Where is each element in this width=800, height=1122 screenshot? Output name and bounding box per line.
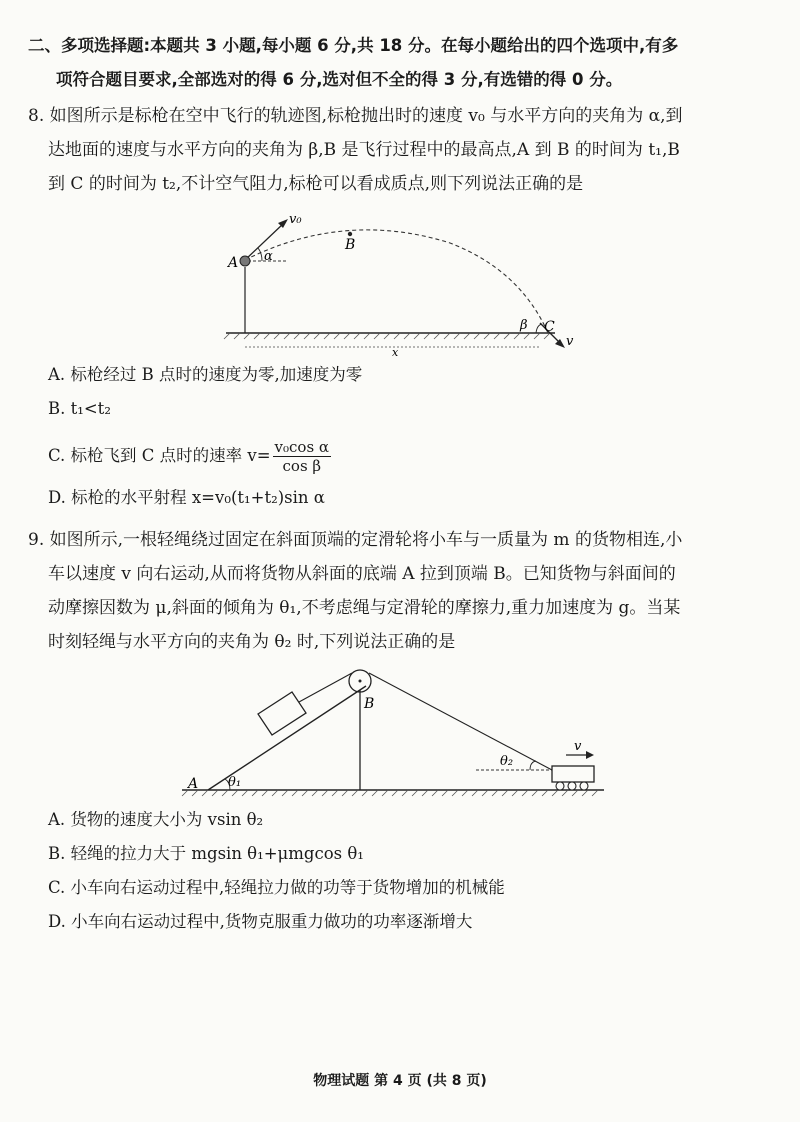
- label-a: A: [188, 776, 199, 792]
- label-v: v: [574, 739, 582, 754]
- q8-option-c-fraction: [273, 438, 332, 475]
- label-theta1: θ₁: [228, 775, 242, 790]
- q8-option-a: A. 标枪经过 B 点时的速度为零,加速度为零: [48, 365, 363, 384]
- page-footer: 物理试题 第 4 页 (共 8 页): [313, 1073, 487, 1089]
- label-beta: β: [520, 318, 528, 333]
- ground-hatching: [224, 333, 550, 339]
- cart-body: [552, 766, 594, 782]
- q8-stem-line-3: 到 C 的时间为 t₂,不计空气阻力,标枪可以看成质点,则下列说法正确的是: [48, 174, 584, 194]
- q8-option-c-denominator: cos β: [282, 457, 322, 475]
- label-b: B: [364, 696, 375, 712]
- ground-hatching: [182, 790, 598, 796]
- section-header-line-1: 二、多项选择题:本题共 3 小题,每小题 6 分,共 18 分。在每小题给出的四个选项中,有多: [28, 36, 679, 55]
- trajectory-path: [245, 230, 548, 333]
- beta-arc: [536, 324, 542, 333]
- q9-option-c: C. 小车向右运动过程中,轻绳拉力做的功等于货物增加的机械能: [48, 878, 505, 897]
- cart-wheel-left: [556, 782, 564, 790]
- q9-option-b: B. 轻绳的拉力大于 mgsin θ₁+μmgcos θ₁: [48, 844, 364, 863]
- label-b: B: [345, 237, 356, 253]
- section-header-line-2: 项符合题目要求,全部选对的得 6 分,选对但不全的得 3 分,有选错的得 0 分。: [56, 70, 623, 89]
- q8-javelin-diagram: [210, 205, 590, 365]
- q8-option-c-numerator: v₀cos α: [274, 438, 330, 456]
- q8-stem-line-2: 达地面的速度与水平方向的夹角为 β,B 是飞行过程中的最高点,A 到 B 的时间为 t₁,B: [48, 140, 680, 160]
- label-a: A: [228, 255, 239, 271]
- q9-option-a: A. 货物的速度大小为 vsin θ₂: [48, 810, 264, 829]
- highest-point-b: [348, 232, 352, 236]
- q9-stem-line-4: 时刻轻绳与水平方向的夹角为 θ₂ 时,下列说法正确的是: [48, 632, 456, 652]
- cargo-box: [258, 692, 306, 735]
- q9-option-d: D. 小车向右运动过程中,货物克服重力做功的功率逐渐增大: [48, 912, 473, 931]
- label-theta2: θ₂: [500, 754, 514, 769]
- alpha-arc: [258, 248, 262, 261]
- label-c: C: [544, 319, 555, 335]
- label-alpha: α: [264, 249, 273, 264]
- javelin-point-a: [240, 256, 250, 266]
- cart-velocity-arrowhead: [586, 751, 594, 759]
- q8-option-b: B. t₁<t₂: [48, 399, 111, 418]
- q8-option-c: [48, 438, 331, 475]
- rope-incline-segment: [299, 673, 352, 702]
- rope-cart-segment: [369, 673, 552, 770]
- label-v0: v₀: [289, 212, 302, 227]
- cart-wheel-middle: [568, 782, 576, 790]
- q8-option-c-text: C. 标枪飞到 C 点时的速率 v=: [48, 446, 271, 465]
- q9-stem-line-2: 车以速度 v 向右运动,从而将货物从斜面的底端 A 拉到顶端 B。已知货物与斜面间的: [48, 564, 676, 584]
- q8-stem-line-1: 8. 如图所示是标枪在空中飞行的轨迹图,标枪抛出时的速度 v₀ 与水平方向的夹角为 α,到: [28, 106, 683, 126]
- q9-stem-line-3: 动摩擦因数为 μ,斜面的倾角为 θ₁,不考虑绳与定滑轮的摩擦力,重力加速度为 g。当某: [48, 598, 681, 618]
- q9-incline-diagram: [180, 662, 620, 802]
- label-v: v: [566, 334, 574, 349]
- q8-option-d: D. 标枪的水平射程 x=v₀(t₁+t₂)sin α: [48, 488, 325, 507]
- q9-stem-line-1: 9. 如图所示,一根轻绳绕过固定在斜面顶端的定滑轮将小车与一质量为 m 的货物相连,小: [28, 530, 683, 550]
- label-x: x: [392, 346, 399, 359]
- theta2-arc: [530, 761, 536, 770]
- cart-wheel-right: [580, 782, 588, 790]
- pulley-axle: [359, 680, 362, 683]
